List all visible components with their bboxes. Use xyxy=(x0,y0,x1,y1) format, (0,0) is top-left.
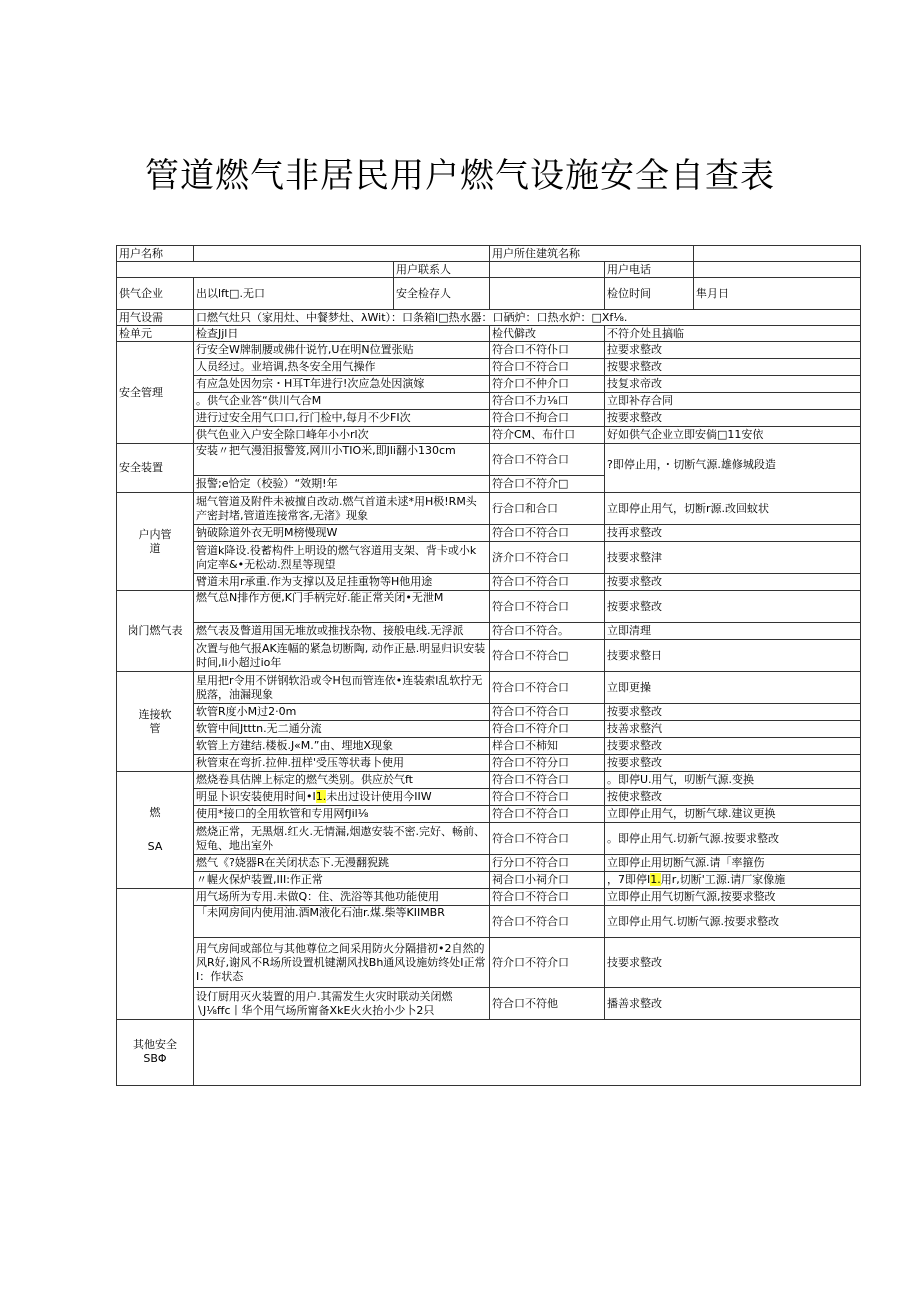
check-item: 报警;e恰定（校验）“效期!年 xyxy=(194,476,490,493)
highlight-mark: 1. xyxy=(650,873,661,886)
corrective-action: ?即停止用，・切断气源.雄修城段造 xyxy=(605,444,861,493)
check-result: 符介CM、布什口 xyxy=(490,427,605,444)
building-label: 用户所住建筑名称 xyxy=(490,246,694,262)
check-item: 燃气《?娆器R在关闭状态下.无漫翻猊跳 xyxy=(194,855,490,872)
table-row xyxy=(117,721,861,738)
check-item: 使用*接口的全用软管和专用网fJil⅛ xyxy=(194,806,490,823)
contact-value xyxy=(490,262,605,278)
check-result: 符合口不符合口 xyxy=(490,889,605,906)
item-column-header: 检查Jjl日 xyxy=(194,326,490,342)
section-name: 安全装置 xyxy=(117,444,194,493)
corrective-action: 技要求整改 xyxy=(605,938,861,988)
check-result: 符合口不符合口 xyxy=(490,672,605,704)
check-result: 符合口不符合口 xyxy=(490,704,605,721)
check-result: 符合口不符合口 xyxy=(490,906,605,938)
check-item: 。供气企业答“供川气合M xyxy=(194,393,490,410)
section-name xyxy=(117,889,194,1020)
check-item: 燃烧卷具估牌上标定的燃气类别。供应於气ft xyxy=(194,772,490,789)
corrective-action: 按要求整改 xyxy=(605,591,861,623)
table-row xyxy=(117,444,861,476)
check-result: 符合口不符合口 xyxy=(490,591,605,623)
table-row xyxy=(117,823,861,855)
corrective-action: 立即停止用气，切断气球.建议更换 xyxy=(605,806,861,823)
page-title: 管道燃气非居民用户燃气设施安全自查表 xyxy=(145,156,775,196)
check-item: 行安全W牌制腰或佛什说竹,U在明N位置张贴 xyxy=(194,342,490,359)
table-row xyxy=(117,806,861,823)
check-item: 秋管束在弯折.拉伸.扭样'受压等状毒卜使用 xyxy=(194,755,490,772)
check-item: 燃烧正常，无黑烟.红火.无情漏,烟遨安装不密.完好、畅前、短龟、地出室外 xyxy=(194,823,490,855)
table-row xyxy=(117,1020,861,1086)
check-item: 钠破除道外衣无明M榜慢现W xyxy=(194,525,490,542)
table-row xyxy=(117,493,861,525)
check-item xyxy=(194,789,490,806)
table-row xyxy=(117,889,861,906)
check-result: 行分口不符合口 xyxy=(490,855,605,872)
table-row xyxy=(117,789,861,806)
table-row xyxy=(117,574,861,591)
check-item: 供气色业入户安全除口峰年小小rl次 xyxy=(194,427,490,444)
table-row xyxy=(117,591,861,623)
highlight-mark: 1. xyxy=(315,790,327,803)
check-item: 人员经过。业培调,热冬安全用气操作 xyxy=(194,359,490,376)
unit-column-header: 检单元 xyxy=(117,326,194,342)
check-item-text: 未出过设计使用今IIW xyxy=(326,790,432,803)
check-item: 星用把r令用不饼钢软沿或令H包而管连依•连装索l乱软拧无脱落，油漏现象 xyxy=(194,672,490,704)
inspector-value xyxy=(490,278,605,310)
check-item: 有应急处因勿宗・H耳T年进行!次应急处因演嫁 xyxy=(194,376,490,393)
inspector-label: 安全检存人 xyxy=(394,278,490,310)
header-row-contact xyxy=(117,262,861,278)
check-item xyxy=(194,988,490,1020)
blank-cell xyxy=(117,262,394,278)
corrective-action: 技复求帝改 xyxy=(605,376,861,393)
equipment-value: 口燃气灶只（家用灶、中餐梦灶、λWit）：口条箱l□热水器：口硒炉：口热水炉：□Xf⅛. xyxy=(194,310,861,326)
check-result: 行合口和合口 xyxy=(490,493,605,525)
table-row xyxy=(117,342,861,359)
supplier-value: 出以lft□.无口 xyxy=(194,278,394,310)
corrective-action: 。即停U.用气，叨断气源.变换 xyxy=(605,772,861,789)
corrective-action-text: ，7即停I xyxy=(607,873,651,886)
check-item: 次置与他气报AK连幅的紧急切断陶, 动作正悬.明显归识安装时间,li小超过io年 xyxy=(194,640,490,672)
header-row-supplier xyxy=(117,278,861,310)
check-result: 符合口不符合口 xyxy=(490,359,605,376)
table-row xyxy=(117,427,861,444)
corrective-action: 技要求整改 xyxy=(605,738,861,755)
check-result: 符合口不符合口 xyxy=(490,806,605,823)
table-row xyxy=(117,906,861,938)
check-item-text: 明显卜识安装使用时间•I xyxy=(196,790,316,803)
section-name: 户内管道 xyxy=(117,493,194,591)
check-result: 符合口不符合口 xyxy=(490,525,605,542)
check-item: 臂道未用r承重.作为支撑以及足挂重物等H他用途 xyxy=(194,574,490,591)
phone-label: 用户电话 xyxy=(605,262,694,278)
section-name: 岗门燃气表 xyxy=(117,591,194,672)
contact-label: 用户联系人 xyxy=(394,262,490,278)
check-item: 「未网房间内使用油.酒M液化石油r.煤.柴等KIIMBR xyxy=(194,906,490,938)
check-result: 济介口不符合口 xyxy=(490,542,605,574)
corrective-action: 立即停止用切断气源.请「率箍伤 xyxy=(605,855,861,872)
header-row-user xyxy=(117,246,861,262)
corrective-action: 技要求整日 xyxy=(605,640,861,672)
table-row xyxy=(117,542,861,574)
corrective-action: 立即停止用气切断气源,按要求整改 xyxy=(605,889,861,906)
section-name-line-1: 燃 xyxy=(149,806,161,819)
check-item: 安装〃把气漫泪报警笈,网川小TIO米,即Jli翻小130cm xyxy=(194,444,490,476)
corrective-action: 按要求整改 xyxy=(605,755,861,772)
corrective-action: 立即停止用气，切断r源.改回蚊状 xyxy=(605,493,861,525)
check-result: 符合口不符合口 xyxy=(490,823,605,855)
check-result: 符合口不符合口 xyxy=(490,444,605,476)
check-result: 符合口不符合口 xyxy=(490,772,605,789)
time-value: 隼月日 xyxy=(694,278,861,310)
corrective-action: 立即更操 xyxy=(605,672,861,704)
check-result: 符介口不仲介口 xyxy=(490,376,605,393)
table-row xyxy=(117,855,861,872)
corrective-action: 立即补存合同 xyxy=(605,393,861,410)
check-item: 软管中间Jtttn.无二通分流 xyxy=(194,721,490,738)
table-row xyxy=(117,410,861,427)
corrective-action xyxy=(605,872,861,889)
corrective-action: 技要求整津 xyxy=(605,542,861,574)
user-name-value xyxy=(194,246,490,262)
table-row xyxy=(117,623,861,640)
action-column-header: 不符介处且搞临 xyxy=(605,326,861,342)
corrective-action: 按要求整改 xyxy=(605,410,861,427)
check-item: 软管上方建结.楼板.J«M.”由、埋地X现象 xyxy=(194,738,490,755)
table-row xyxy=(117,640,861,672)
check-result: 符合口不符介口 xyxy=(490,721,605,738)
equipment-label: 用气设需 xyxy=(117,310,194,326)
check-item-line-2: ∖J⅛ffc丨华个用气场所甯备XkE火火抬小少卜2只 xyxy=(196,1003,435,1017)
column-header-row xyxy=(117,326,861,342)
table-row xyxy=(117,755,861,772)
corrective-action: 播善求整改 xyxy=(605,988,861,1020)
building-value xyxy=(694,246,861,262)
other-safety-notes xyxy=(194,1020,861,1086)
section-name-line-1: 其他安全 xyxy=(133,1038,177,1051)
check-result: 符合口不符合口 xyxy=(490,574,605,591)
check-result: 符合口不符合□ xyxy=(490,640,605,672)
corrective-action: 技再求整改 xyxy=(605,525,861,542)
table-row xyxy=(117,938,861,988)
check-result: 符合口不符介□ xyxy=(490,476,605,493)
table-row xyxy=(117,359,861,376)
check-result: 符合口不拘合口 xyxy=(490,410,605,427)
corrective-action: 按使求整改 xyxy=(605,789,861,806)
corrective-action: 立即停止用气.切断气源.按要求整改 xyxy=(605,906,861,938)
corrective-action: 立即清理 xyxy=(605,623,861,640)
phone-value xyxy=(694,262,861,278)
check-item: 堀气管道及附件未被擅自改动.燃气首道未逑*用H极!RM头产密封堵,管道连接常客,无渚》现象 xyxy=(194,493,490,525)
check-result: 符合口不符合。 xyxy=(490,623,605,640)
check-item-line-1: 设仃厨用灭火装置的用户.其需发生火灾时联动关闭燃 xyxy=(196,989,453,1003)
table-row xyxy=(117,525,861,542)
corrective-action-text: 用r,切断'工源.请厂家像施 xyxy=(660,873,786,886)
check-result: 符合口不符分口 xyxy=(490,755,605,772)
check-result: 祠合口小祠介口 xyxy=(490,872,605,889)
corrective-action: 拉要求整改 xyxy=(605,342,861,359)
check-result: 符合口不符他 xyxy=(490,988,605,1020)
check-item: 软管R度小M过2·0m xyxy=(194,704,490,721)
section-name xyxy=(117,772,194,889)
time-label: 检位时间 xyxy=(605,278,694,310)
table-row xyxy=(117,704,861,721)
user-name-label: 用户名称 xyxy=(117,246,194,262)
check-result: 符介口不符介口 xyxy=(490,938,605,988)
corrective-action: 技善求整汽 xyxy=(605,721,861,738)
corrective-action: 。即停止用气.切新气源.按要求整改 xyxy=(605,823,861,855)
corrective-action: 按要求整改 xyxy=(605,574,861,591)
section-name: 连接软管 xyxy=(117,672,194,772)
check-result: 符合口不符仆口 xyxy=(490,342,605,359)
corrective-action: 好如供气企业立即安倘□11安依 xyxy=(605,427,861,444)
table-row xyxy=(117,872,861,889)
inspection-table xyxy=(116,245,861,1086)
corrective-action: 按要求整改 xyxy=(605,704,861,721)
table-row xyxy=(117,738,861,755)
check-item: 燃气总N排作方便,K门手柄完好.能正常关闭•无泄M xyxy=(194,591,490,623)
check-result: 符合口不符合口 xyxy=(490,789,605,806)
check-item: 燃气表及瞥道用国无堆放或推找杂物、接般电线.无浮派 xyxy=(194,623,490,640)
section-name: 安全管理 xyxy=(117,342,194,444)
check-item: 管道k降设.役蓄构件上明设的燃气容道用支架、背卡或小k向定率&•无松动.烈星等现望 xyxy=(194,542,490,574)
table-row xyxy=(117,672,861,704)
check-item: 用气场所为专用.未做Q：住、洗浴等其他功能使用 xyxy=(194,889,490,906)
table-row xyxy=(117,393,861,410)
section-name-line-2: SA xyxy=(147,840,163,853)
table-row xyxy=(117,988,861,1020)
supplier-label: 供气企业 xyxy=(117,278,194,310)
check-item: 用气房间或部位与其他尊位之间采用防火分隔措初•2自然的风R好,谢风不R场所设置机键潮风找Bh通风设施妨终处I正常I：作状态 xyxy=(194,938,490,988)
check-result: 符合口不力⅛口 xyxy=(490,393,605,410)
check-item: 进行过安全用气口口,行门检中,每月不少FI次 xyxy=(194,410,490,427)
result-column-header: 检代僻改 xyxy=(490,326,605,342)
table-row xyxy=(117,376,861,393)
check-result: 样合口不柿知 xyxy=(490,738,605,755)
table-row xyxy=(117,772,861,789)
check-item: 〃幄火保炉装置,III:作正常 xyxy=(194,872,490,889)
section-name xyxy=(117,1020,194,1086)
section-name-line-2: SBΦ xyxy=(143,1052,167,1065)
header-row-equipment xyxy=(117,310,861,326)
corrective-action: 按婴求整改 xyxy=(605,359,861,376)
